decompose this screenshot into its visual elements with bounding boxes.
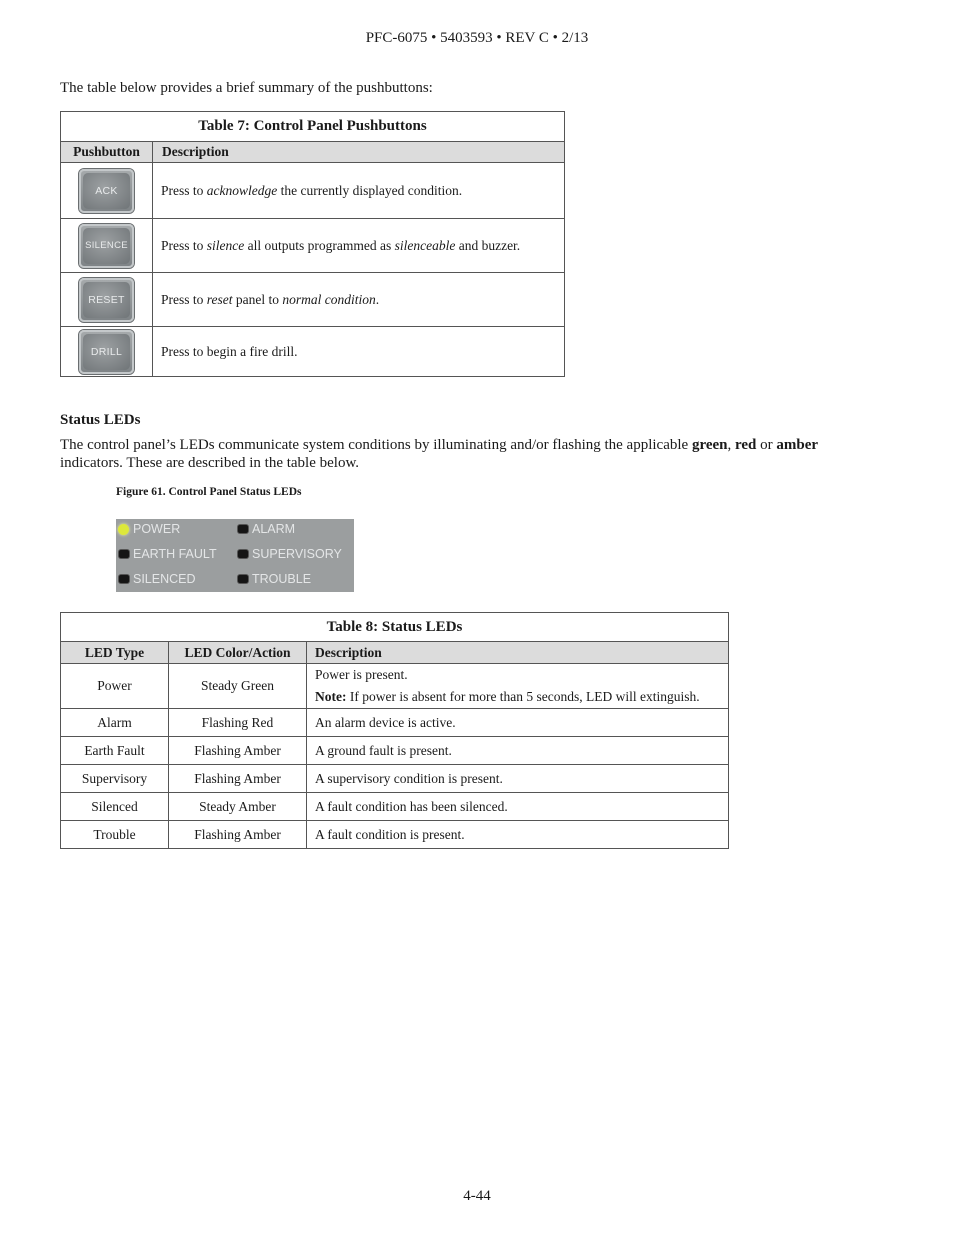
page-number: 4-44 — [463, 1188, 491, 1204]
table-row — [61, 219, 565, 273]
reset-button-image: RESET — [79, 278, 134, 322]
ack-button-image: ACK — [79, 169, 134, 213]
status-leds-heading: Status LEDs — [60, 412, 141, 428]
drill-button-image: DRILL — [79, 330, 134, 374]
reset-description: Press to reset panel to normal condition. — [153, 273, 565, 327]
silence-button-image: SILENCE — [79, 224, 134, 268]
intro-text: The table below provides a brief summary of the pushbuttons: — [60, 80, 433, 96]
table-row: Earth Fault Flashing Amber A ground fault is present. — [61, 737, 729, 765]
col-description: Description — [153, 142, 565, 163]
drill-description: Press to begin a fire drill. — [153, 327, 565, 377]
col-pushbutton: Pushbutton — [61, 142, 153, 163]
table-row: Silenced Steady Amber A fault condition has been silenced. — [61, 793, 729, 821]
trouble-led: TROUBLE — [238, 572, 311, 586]
power-led: POWER — [118, 522, 180, 536]
col-led-type: LED Type — [61, 642, 169, 664]
page-header: PFC-6075 • 5403593 • REV C • 2/13 — [365, 30, 589, 46]
silence-description: Press to silence all outputs programmed as silenceable and buzzer. — [153, 219, 565, 273]
table-row — [61, 273, 565, 327]
table-row — [61, 327, 565, 377]
silenced-led: SILENCED — [119, 572, 196, 586]
col-led-color: LED Color/Action — [169, 642, 307, 664]
led-on-icon — [118, 524, 129, 535]
led-off-icon — [119, 550, 129, 558]
table8-title: Table 8: Status LEDs — [61, 613, 729, 642]
table7-title: Table 7: Control Panel Pushbuttons — [61, 112, 565, 142]
alarm-led: ALARM — [238, 522, 295, 536]
table-row: Supervisory Flashing Amber A supervisory condition is present. — [61, 765, 729, 793]
figure-caption: Figure 61. Control Panel Status LEDs — [116, 486, 302, 498]
earth-fault-led: EARTH FAULT — [119, 547, 217, 561]
table-row — [61, 163, 565, 219]
status-led-panel-image — [116, 519, 354, 592]
status-leds-paragraph: The control panel’s LEDs communicate system conditions by illuminating and/or flashing the applicable green, red or amber indicators. These are described in the table below. — [60, 437, 819, 471]
supervisory-led: SUPERVISORY — [238, 547, 342, 561]
table-row: Power Steady Green Power is present. Note: If power is absent for more than 5 seconds, LED will extinguish. — [61, 664, 729, 709]
led-off-icon — [238, 575, 248, 583]
ack-description: Press to acknowledge the currently displayed condition. — [153, 163, 565, 219]
pushbuttons-table — [60, 111, 565, 377]
col-led-description: Description — [307, 642, 729, 664]
status-leds-table — [60, 612, 729, 849]
led-off-icon — [238, 525, 248, 533]
table-row: Trouble Flashing Amber A fault condition is present. — [61, 821, 729, 849]
table-row: Alarm Flashing Red An alarm device is active. — [61, 709, 729, 737]
led-off-icon — [238, 550, 248, 558]
led-off-icon — [119, 575, 129, 583]
